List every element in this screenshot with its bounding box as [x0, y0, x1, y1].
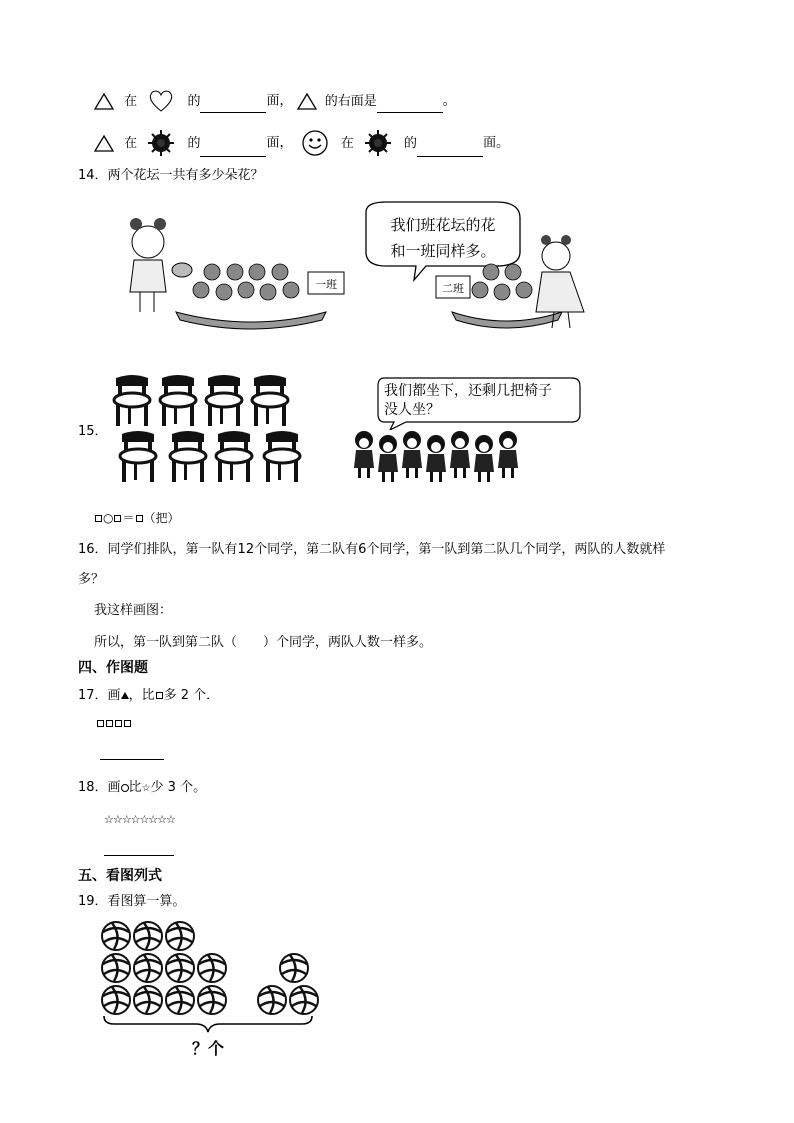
q13-row1 [94, 89, 456, 113]
chair-icon [170, 431, 206, 482]
q15-bubble-line2: 没人坐？ [384, 402, 440, 418]
q13-right-label: 的右面是 [324, 93, 377, 109]
brace-icon [104, 1016, 312, 1032]
q13-zai: 在 [340, 135, 354, 151]
volleyball-icon [134, 954, 162, 982]
q15-bubble-line1: 我们都坐下，还剩几把椅子 [384, 383, 552, 399]
heart-icon [147, 89, 175, 113]
triangle-icon [297, 92, 317, 110]
q14-flower-bed-illustration [96, 200, 616, 340]
chair-icon [206, 375, 242, 426]
section-five-title: 五、看图列式 [78, 868, 162, 884]
answer-blank[interactable] [200, 98, 266, 113]
section-four-title: 四、作图题 [78, 660, 148, 676]
q16-draw-line: 我这样画图： [94, 603, 173, 618]
q14-question [78, 168, 264, 184]
children-illustration [346, 424, 526, 484]
q18-question [78, 780, 206, 797]
child-icon [354, 431, 374, 478]
q13-mian: 面。 [483, 135, 510, 151]
q13-row2 [94, 129, 509, 157]
volleyball-icon [258, 986, 286, 1014]
q16-answer-line: 所以，第一队到第二队（ ）个同学，两队人数一样多。 [94, 635, 433, 650]
q17-number: 17． [78, 688, 108, 703]
child-icon [498, 431, 518, 478]
volleyball-icon [134, 922, 162, 950]
chair-icon [264, 431, 300, 482]
q17-suffix: 多 2 个． [163, 688, 220, 703]
answer-blank[interactable] [200, 142, 266, 157]
formula-equals: ＝ [122, 511, 135, 525]
chairs-group [114, 375, 300, 482]
q19-question: 19．看图算一算。 [78, 894, 186, 909]
q14-number: 14． [78, 168, 108, 183]
q17-squares [96, 716, 132, 732]
chair-icon [216, 431, 252, 482]
sign-right: 二班 [442, 282, 464, 295]
q14-text: 两个花坛一共有多少朵花？ [107, 168, 264, 183]
triangle-icon [94, 134, 114, 152]
q17-question [78, 688, 219, 704]
chair-icon [252, 375, 288, 426]
volleyball-icon [290, 986, 318, 1014]
q17-prefix: 画 [107, 688, 121, 703]
smiley-face-icon [301, 129, 329, 157]
volleyball-icon [198, 986, 226, 1014]
child-icon [402, 431, 422, 478]
q15-number: 15． [78, 424, 108, 439]
q18-stars: ☆☆☆☆☆☆☆☆ [104, 813, 175, 826]
left-flower-bed [176, 264, 344, 329]
chair-icon [120, 431, 156, 482]
child-icon [450, 431, 470, 478]
volleyball-icon [198, 954, 226, 982]
q18-mid: 比 [128, 780, 142, 795]
volleyball-icon [166, 922, 194, 950]
q13-mian: 面， [266, 135, 293, 151]
chair-icon [160, 375, 196, 426]
q13-de: 的 [404, 135, 418, 151]
q17-drawing-line[interactable] [100, 759, 164, 760]
dark-sun-icon [364, 129, 392, 157]
answer-box[interactable] [95, 515, 102, 522]
formula-operator: ○ [103, 511, 114, 525]
q13-end: 。 [442, 93, 456, 109]
girl-watering-figure [130, 218, 192, 312]
dark-sun-icon [147, 129, 175, 157]
formula-unit: （把） [143, 511, 180, 525]
volleyball-icon [166, 986, 194, 1014]
square-icon [97, 720, 104, 727]
square-icon [124, 720, 131, 727]
volleyball-icon [280, 954, 308, 982]
q13-mian: 面， [266, 93, 293, 109]
child-icon [426, 435, 446, 482]
square-icon [115, 720, 122, 727]
q13-zai: 在 [124, 93, 138, 109]
square-icon [156, 692, 163, 699]
square-icon [106, 720, 113, 727]
bubble-line1: 我们班花坛的花 [390, 216, 496, 234]
sign-left: 一班 [315, 278, 337, 291]
volleyball-icon [102, 954, 130, 982]
q13-de: 的 [187, 93, 201, 109]
star-icon: ☆ [141, 783, 151, 794]
child-icon [378, 435, 398, 482]
q18-prefix: 18．画 [78, 780, 121, 795]
q16-line1: 16．同学们排队，第一队有12个同学，第二队有6个同学，第一队到第二队几个同学，两队的人数就样 [78, 542, 666, 557]
chairs-illustration [110, 372, 305, 490]
q15-speech-bubble [376, 374, 586, 430]
q13-zai: 在 [124, 135, 138, 151]
answer-box[interactable] [114, 515, 121, 522]
volleyball-icon [102, 922, 130, 950]
brace-label: ？个 [191, 1039, 225, 1058]
child-icon [474, 435, 494, 482]
answer-blank[interactable] [377, 98, 443, 113]
triangle-icon [121, 692, 129, 699]
volleyball-icon [102, 986, 130, 1014]
chair-icon [114, 375, 150, 426]
q13-de: 的 [187, 135, 201, 151]
children-group [354, 431, 518, 482]
answer-blank[interactable] [417, 142, 483, 157]
q17-mid: ，比 [128, 688, 155, 703]
answer-box[interactable] [136, 515, 143, 522]
triangle-icon [94, 92, 114, 110]
q18-drawing-line[interactable] [104, 855, 174, 856]
q15-formula [94, 510, 180, 526]
volleyball-icon [166, 954, 194, 982]
volleyballs-group [102, 922, 318, 1014]
volleyball-icon [134, 986, 162, 1014]
volleyballs-illustration [96, 918, 326, 1063]
bubble-line2: 和一班同样多。 [390, 242, 496, 260]
circle-icon [121, 784, 129, 792]
q16-line2: 多？ [78, 572, 105, 587]
q18-suffix: 少 3 个。 [150, 780, 207, 795]
